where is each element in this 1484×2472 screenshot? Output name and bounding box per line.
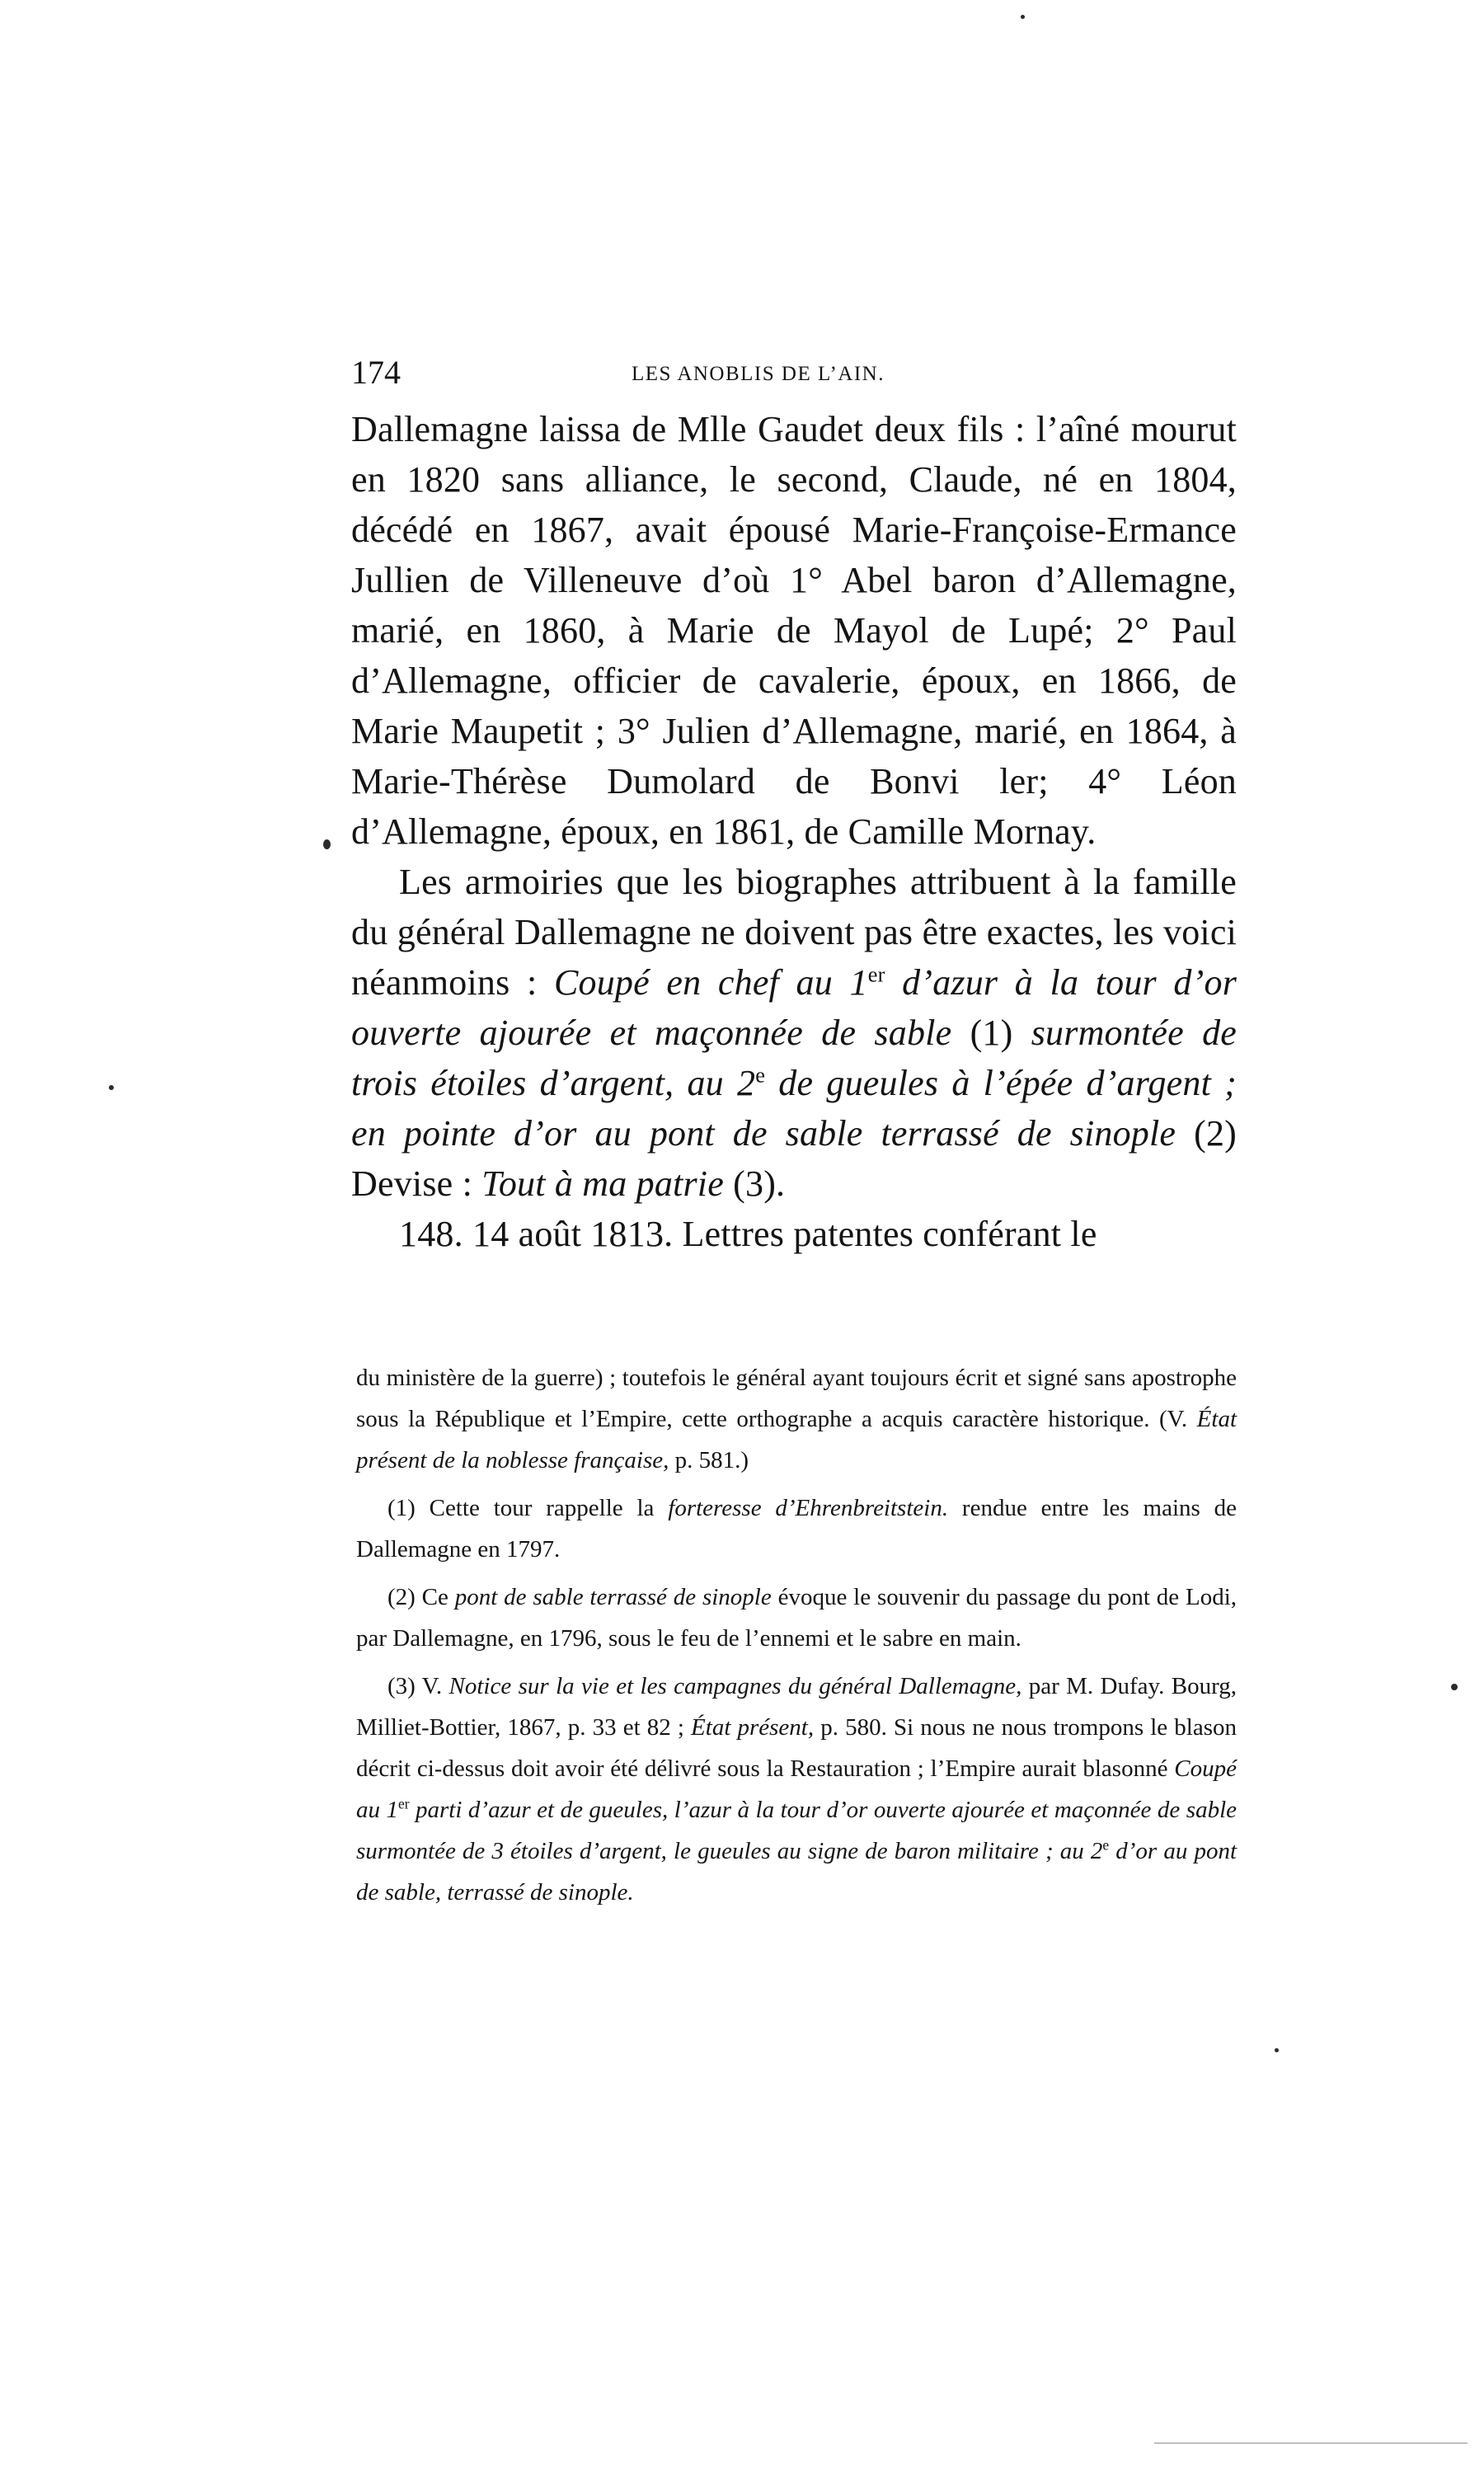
armorial-intro: Les armoiries que les biographes attribuent à la famille du général Dallemagne ne doivent pas être exactes, les voici néanmoins :	[351, 862, 1237, 1003]
footnote-2-text-a: (2) Ce	[387, 1584, 448, 1610]
paper-speck	[323, 839, 331, 849]
paragraph-armorial	[351, 857, 1237, 1209]
footnote-3-sup-b: e	[1102, 1836, 1110, 1854]
footnote-1-text-c: rendue entre les mains de Dallemagne en 1797.	[356, 1495, 1237, 1563]
page-number: 174	[351, 354, 401, 391]
footnote-cont-title: État présent de la noblesse française,	[356, 1406, 1237, 1473]
footnote-cont-text: du ministère de la guerre) ; toutefois le général ayant toujours écrit et signé sans apostrophe sous la République et l’Empire, cette orthographe a acquis caractère historique. (V.	[356, 1365, 1237, 1432]
blazon-part-c: surmontée de trois étoiles d’argent, au 2	[351, 1013, 1237, 1103]
footnote-cont-page: p. 581.)	[674, 1447, 749, 1473]
footnote-2	[356, 1577, 1237, 1659]
footnote-3-blazon-c: d’or au pont de sable, terrassé de sinople.	[356, 1838, 1237, 1906]
footnote-ref-1: (1)	[970, 1013, 1013, 1053]
blazon-part-b: d’azur à la tour d’or ouverte ajourée et maçonnée de sable	[351, 962, 1237, 1053]
footnote-1	[356, 1487, 1237, 1570]
footnote-3-text-a: (3) V.	[387, 1673, 443, 1699]
footnote-ref-3: (3).	[733, 1163, 786, 1204]
paper-speck	[1451, 1684, 1458, 1690]
footnote-3-text-c: par M. Dufay. Bourg, Milliet-Bottier, 1867, p. 33 et 82 ;	[356, 1673, 1237, 1741]
footnote-1-italic: forteresse d’Ehrenbreitstein.	[668, 1495, 949, 1521]
footnotes	[356, 1357, 1237, 1913]
footnote-3	[356, 1666, 1237, 1913]
devise-label: Devise :	[351, 1163, 473, 1204]
page-edge-line	[1154, 2442, 1468, 2444]
footnote-3-sup-a: er	[398, 1795, 410, 1812]
footnote-2-italic: pont de sable terrassé de sinople	[454, 1584, 772, 1610]
blazon-part-a: Coupé en chef au 1	[553, 962, 868, 1003]
page-header	[351, 353, 1237, 394]
footnote-3-text-e: p. 580. Si nous ne nous trompons le blason décrit ci-dessus doit avoir été délivré sous la Restauration ; l’Empire aurait blasonné	[356, 1714, 1237, 1782]
blazon-sup-c: e	[755, 1062, 766, 1088]
paper-speck	[1021, 15, 1025, 19]
paper-speck	[1275, 2048, 1279, 2052]
footnote-3-blazon-b: parti d’azur et de gueules, l’azur à la tour d’or ouverte ajourée et maçonnée de sable surmontée de 3 étoiles d’argent, le gueules au signe de baron militaire ; au 2	[356, 1797, 1237, 1864]
footnote-2-text-c: évoque le souvenir du passage du pont de Lodi, par Dallemagne, en 1796, sous le feu de l’ennemi et le sabre en main.	[356, 1584, 1237, 1652]
blazon-part-d: de gueules à l’épée d’argent ; en pointe d’or au pont de sable terrassé de sinople	[351, 1063, 1237, 1154]
footnote-continuation	[356, 1357, 1237, 1481]
main-text	[351, 404, 1237, 1259]
footnote-ref-2: (2)	[1194, 1113, 1237, 1154]
paragraph-children: Dallemagne laissa de Mlle Gaudet deux fils : l’aîné mourut en 1820 sans alliance, le second, Claude, né en 1804, décédé en 1867, avait épousé Marie-Françoise-Ermance Jullien de Villeneuve d’où 1° Abel baron d’Allemagne, marié, en 1860, à Marie de Mayol de Lupé; 2° Paul d’Allemagne, officier de cavalerie, époux, en 1866, de Marie Maupetit ; 3° Julien d’Allemagne, marié, en 1864, à Marie-Thérèse Dumolard de Bonvi ler; 4° Léon d’Allemagne, époux, en 1861, de Camille Mornay.	[351, 409, 1237, 852]
running-title: LES ANOBLIS DE L’AIN.	[632, 363, 885, 385]
paper-speck	[109, 1085, 114, 1090]
footnote-3-blazon-a: Coupé au 1	[356, 1755, 1237, 1823]
blazon-sup-a: er	[867, 961, 885, 987]
footnote-1-text-a: (1) Cette tour rappelle la	[387, 1495, 655, 1521]
footnote-3-italic-etat: État présent,	[691, 1714, 815, 1741]
devise-text: Tout à ma patrie	[481, 1163, 724, 1204]
footnote-3-italic-title: Notice sur la vie et les campagnes du général Dallemagne,	[448, 1673, 1022, 1699]
paragraph-entry-148: 148. 14 août 1813. Lettres patentes conférant le	[399, 1214, 1097, 1254]
